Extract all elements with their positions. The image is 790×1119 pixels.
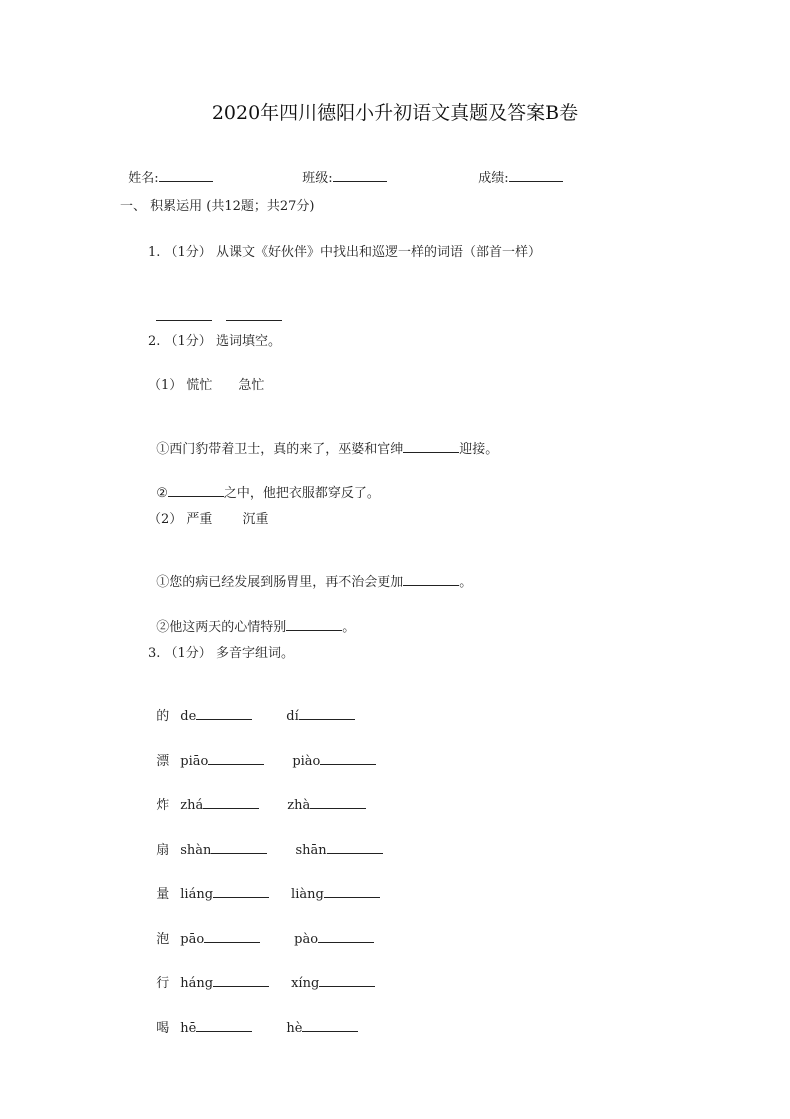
polyphone-row — [148, 867, 380, 904]
pinyin-1: piāo — [180, 754, 209, 769]
q1-blank-2[interactable] — [226, 308, 282, 321]
question-1: 1. （1分） 从课文《好伙伴》中找出和巡逻一样的词语（部首一样） — [148, 245, 541, 260]
fill-blank[interactable] — [302, 1019, 358, 1032]
sentence-text: 迎接。 — [459, 442, 499, 457]
sentence-text: ①西门豹带着卫士，真的来了，巫婆和官绅 — [156, 442, 404, 457]
fill-blank[interactable] — [310, 796, 366, 809]
fill-blank[interactable] — [196, 1019, 252, 1032]
fill-blank[interactable] — [324, 885, 380, 898]
pinyin-1: háng — [180, 976, 214, 991]
fill-blank[interactable] — [213, 885, 269, 898]
fill-blank[interactable] — [318, 930, 374, 943]
fill-blank[interactable] — [168, 484, 224, 497]
score-label: 成绩: — [478, 171, 509, 186]
section-heading: 一、 积累运用 (共12题；共27分) — [120, 199, 315, 214]
polyphone-row — [148, 956, 375, 993]
class-blank[interactable] — [333, 169, 387, 182]
fill-blank[interactable] — [196, 707, 252, 720]
fill-blank[interactable] — [327, 841, 383, 854]
fill-blank[interactable] — [211, 841, 267, 854]
fill-blank[interactable] — [203, 796, 259, 809]
q2-part2-sentence-1 — [148, 555, 472, 592]
polyphone-char: 扇 — [156, 843, 170, 858]
polyphone-char: 泡 — [156, 932, 170, 947]
polyphone-char: 量 — [156, 887, 170, 902]
sentence-text: 。 — [342, 620, 356, 635]
class-label: 班级: — [302, 171, 333, 186]
fill-blank[interactable] — [320, 752, 376, 765]
score-blank[interactable] — [509, 169, 563, 182]
polyphone-char: 的 — [156, 709, 170, 724]
sentence-text: ②他这两天的心情特别 — [156, 620, 287, 635]
class-field[interactable] — [294, 151, 387, 188]
fill-blank[interactable] — [213, 974, 269, 987]
pinyin-1: hē — [180, 1021, 197, 1036]
pinyin-1: liáng — [180, 887, 214, 902]
polyphone-row — [148, 823, 383, 860]
fill-blank[interactable] — [403, 440, 459, 453]
q2-part2-label: （2） 严重 沉重 — [148, 512, 269, 527]
sentence-text: 。 — [459, 575, 473, 590]
polyphone-row — [148, 912, 374, 949]
name-label: 姓名: — [128, 171, 159, 186]
pinyin-2: hè — [286, 1021, 303, 1036]
pinyin-1: pāo — [180, 932, 205, 947]
pinyin-2: liàng — [291, 887, 324, 902]
pinyin-1: shàn — [180, 843, 212, 858]
polyphone-row — [148, 778, 366, 815]
sentence-text: 之中，他把衣服都穿反了。 — [223, 486, 380, 501]
pinyin-1: zhá — [180, 798, 204, 813]
q2-part1-sentence-2 — [148, 466, 380, 503]
polyphone-row — [148, 689, 355, 726]
q1-blank-1[interactable] — [156, 308, 212, 321]
sentence-text: ①您的病已经发展到肠胃里，再不治会更加 — [156, 575, 404, 590]
pinyin-2: zhà — [287, 798, 311, 813]
q2-part1-label: （1） 慌忙 急忙 — [148, 378, 265, 393]
pinyin-2: shān — [295, 843, 327, 858]
fill-blank[interactable] — [286, 618, 342, 631]
name-field[interactable] — [120, 151, 213, 188]
q2-part2-sentence-2 — [148, 600, 355, 637]
fill-blank[interactable] — [208, 752, 264, 765]
pinyin-2: xíng — [291, 976, 320, 991]
polyphone-char: 喝 — [156, 1021, 170, 1036]
sentence-text: ② — [156, 486, 168, 501]
score-field[interactable] — [470, 151, 563, 188]
q2-part1-sentence-1 — [148, 422, 498, 459]
polyphone-char: 行 — [156, 976, 170, 991]
fill-blank[interactable] — [299, 707, 355, 720]
fill-blank[interactable] — [319, 974, 375, 987]
document-title: 2020年四川德阳小升初语文真题及答案B卷 — [211, 102, 579, 124]
polyphone-row — [148, 1001, 358, 1038]
polyphone-row — [148, 734, 376, 771]
polyphone-char: 漂 — [156, 754, 170, 769]
pinyin-2: dí — [286, 709, 299, 724]
name-blank[interactable] — [159, 169, 213, 182]
pinyin-2: pào — [294, 932, 319, 947]
polyphone-char: 炸 — [156, 798, 170, 813]
fill-blank[interactable] — [204, 930, 260, 943]
fill-blank[interactable] — [403, 573, 459, 586]
pinyin-2: piào — [292, 754, 321, 769]
question-2: 2. （1分） 选词填空。 — [148, 334, 281, 349]
pinyin-1: de — [180, 709, 197, 724]
question-3: 3. （1分） 多音字组词。 — [148, 646, 294, 661]
q1-answer-blanks[interactable] — [148, 290, 282, 327]
